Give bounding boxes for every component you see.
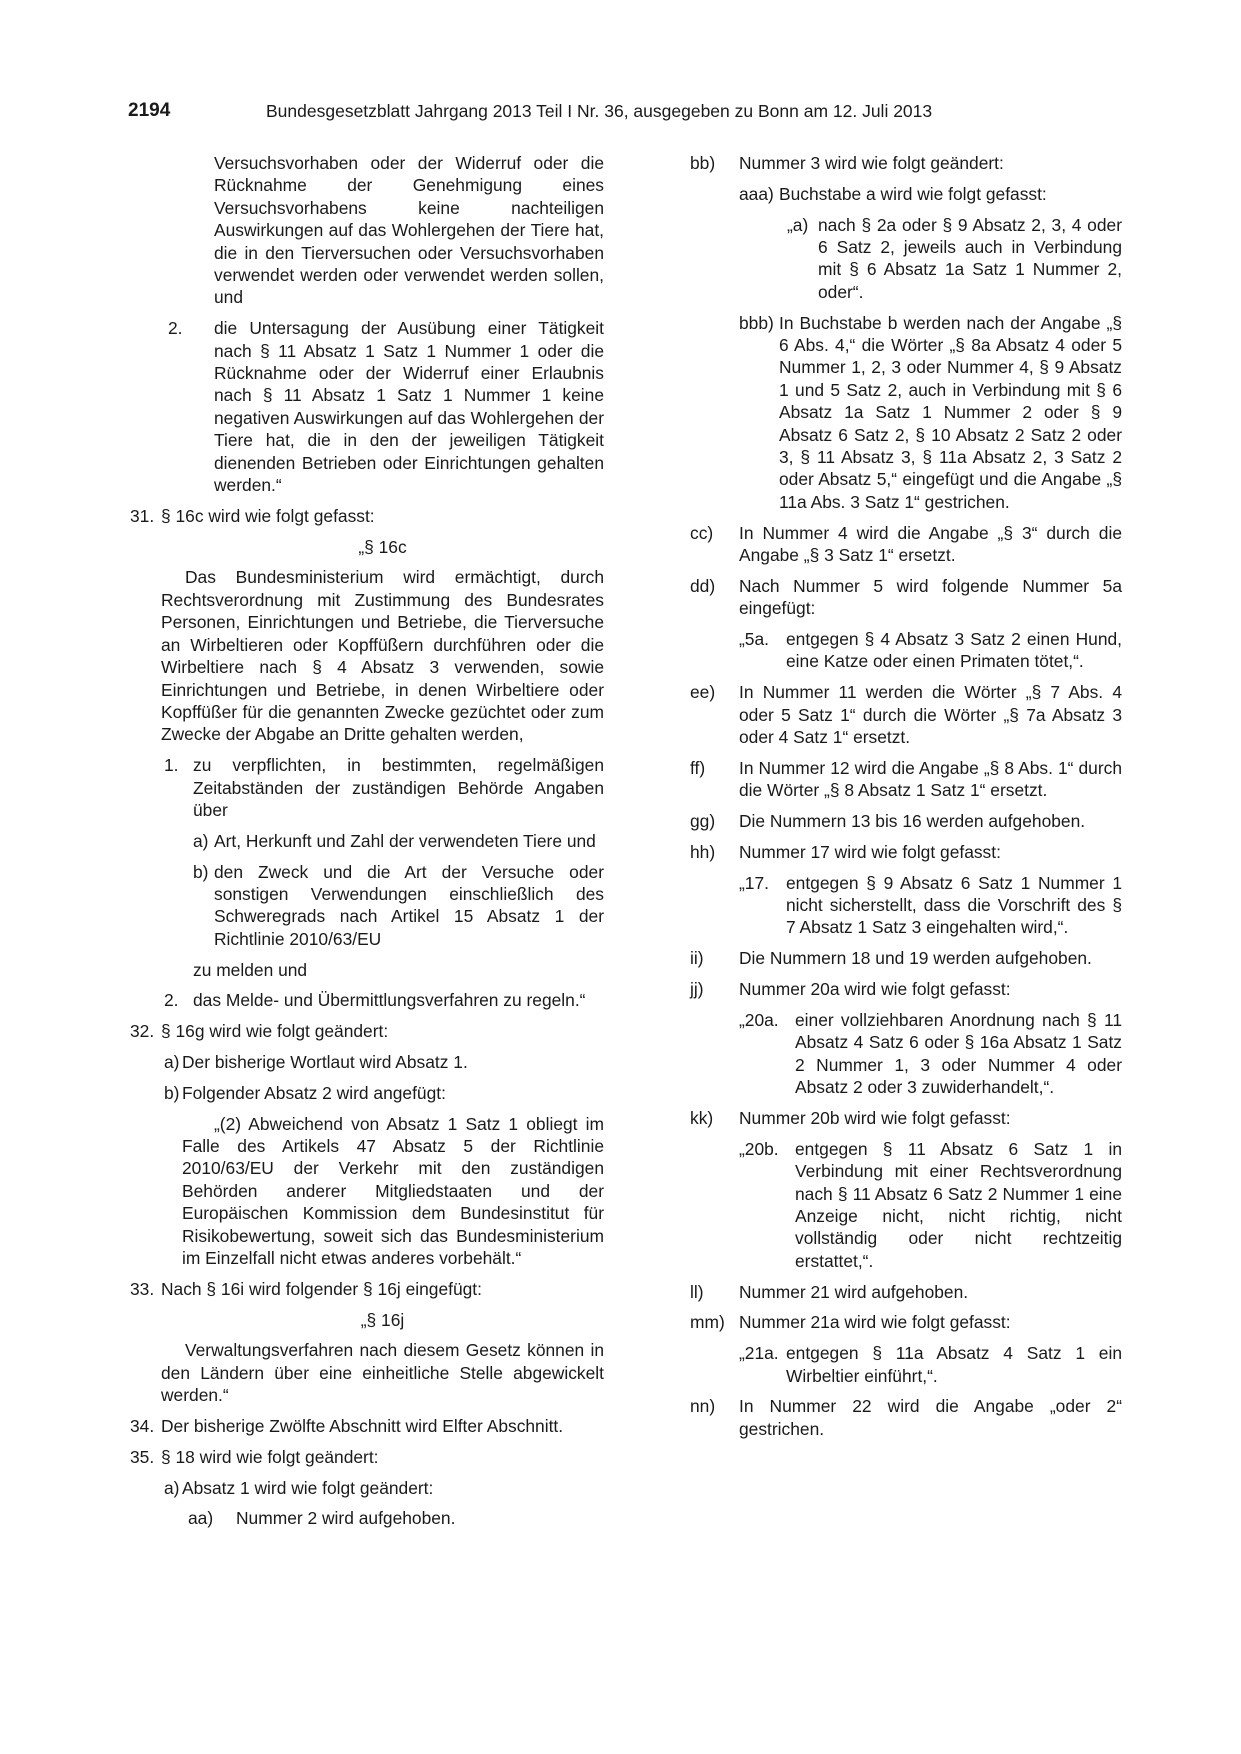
item-number: ee) <box>690 682 716 703</box>
right-column <box>690 152 1122 1449</box>
list-item <box>690 575 1122 620</box>
item-number: b) <box>164 1082 180 1103</box>
item-number: „a) <box>787 214 809 235</box>
item-number: a) <box>164 1051 180 1072</box>
item-number: „5a. <box>739 629 769 650</box>
list-item <box>690 1311 1122 1333</box>
item-number: gg) <box>690 811 716 832</box>
item-text: Nummer 3 wird wie folgt geändert: <box>739 153 1004 173</box>
quoted-list-item <box>690 1342 1122 1387</box>
item-text: den Zweck und die Art der Versuche oder sonstigen Verwendungen einschließlich des Schweregrads nach Artikel 15 Absatz 1 der Richtlinie 2010/63/EU <box>214 861 604 949</box>
list-item <box>130 317 604 496</box>
item-text: In Nummer 12 wird die Angabe „§ 8 Abs. 1“ durch die Wörter „§ 8 Absatz 1 Satz 1“ ersetzt. <box>739 757 1122 801</box>
paragraph: zu melden und <box>193 959 308 980</box>
item-number: 31. <box>130 505 155 526</box>
item-text: Folgender Absatz 2 wird angefügt: <box>182 1082 446 1103</box>
list-item <box>690 1107 1122 1129</box>
paragraph: Das Bundesministerium wird ermächtigt, durch Rechtsverordnung mit Zustimmung des Bundesrates Personen, Einrichtungen und Betriebe, die Tierversuche an Wirbeltieren oder Kopffüßern durchführen oder die Wirbeltiere nach § 4 Absatz 3 verwenden, sowie Einrichtungen und Betriebe, in denen Wirbeltiere oder Kopffüßer für die genannten Zwecke gezüchtet oder zum Zwecke der Abgabe an Dritte gehalten werden, <box>161 567 604 745</box>
item-number: aa) <box>188 1508 214 1529</box>
left-column <box>130 152 604 1538</box>
item-text: Nummer 21 wird aufgehoben. <box>739 1281 969 1302</box>
item-text: § 16g wird wie folgt geändert: <box>161 1021 389 1042</box>
item-number: 35. <box>130 1446 155 1467</box>
item-number: a) <box>193 830 209 851</box>
item-text: entgegen § 9 Absatz 6 Satz 1 Nummer 1 nicht sicherstellt, dass die Vorschrift des § 7 Absatz 1 Satz 3 eingehalten wird,“. <box>786 872 1122 938</box>
page-number: 2194 <box>128 100 171 121</box>
item-text: § 18 wird wie folgt geändert: <box>161 1446 379 1467</box>
item-text: entgegen § 11a Absatz 4 Satz 1 ein Wirbeltier einführt,“. <box>786 1343 1122 1386</box>
item-text: In Nummer 22 wird die Angabe „oder 2“ gestrichen. <box>739 1396 1122 1439</box>
list-item <box>130 1020 604 1042</box>
item-text: Die Nummern 13 bis 16 werden aufgehoben. <box>739 811 1086 832</box>
item-number: 34. <box>130 1415 155 1436</box>
item-number: 33. <box>130 1278 155 1299</box>
item-number: bb) <box>690 153 716 173</box>
item-number: ii) <box>690 948 704 969</box>
item-text: In Buchstabe b werden nach der Angabe „§ 6 Abs. 4,“ die Wörter „§ 8a Absatz 4 oder 5 Nummer 1, 2, 3 oder Nummer 4, § 9 Absatz 1 und 5 Satz 2, auch in Verbindung mit § 6 Absatz 1a Satz 1 Nummer 2 oder § 9 Absatz 6 Satz 2, § 10 Absatz 2 Satz 2 oder 3, § 11 Absatz 3, § 11a Absatz 2, 3 Satz 2 oder Absatz 5,“ eingefügt und die Angabe „§ 11a Abs. 3 Satz 1“ gestrichen. <box>779 312 1122 512</box>
item-text: entgegen § 4 Absatz 3 Satz 2 einen Hund, eine Katze oder einen Primaten tötet,“. <box>786 629 1122 672</box>
list-item <box>690 978 1122 1000</box>
item-number: „21a. <box>739 1343 779 1364</box>
list-item <box>130 754 604 821</box>
item-number: 1. <box>164 755 179 776</box>
item-number: bbb) <box>739 312 774 333</box>
paragraph: Versuchsvorhaben oder der Widerruf oder die Rücknahme der Genehmigung eines Versuchsvorhabens keine nachteiligen Auswirkungen auf das Wohlergehen der Tiere hat, die in den Tierversuchen oder Versuchsvorhaben verwendet werden oder verwendet werden sollen, und <box>214 153 604 308</box>
quoted-paragraph: „(2) Abweichend von Absatz 1 Satz 1 obliegt im Falle des Artikels 47 Absatz 5 der Richtlinie 2010/63/EU der Verkehr mit den zuständigen Behörden anderer Mitgliedstaaten und der Europäischen Kommission dem Bundesinstitut für Risikobewertung, soweit sich das Bundesministerium im Einzelfall nicht etwas anderes vorbehält.“ <box>182 1113 604 1268</box>
item-text: die Untersagung der Ausübung einer Tätigkeit nach § 11 Absatz 1 Satz 1 Nummer 1 oder die Rücknahme oder der Widerruf einer Erlaubnis nach § 11 Absatz 1 Satz 1 Nummer 1 keine negativen Auswirkungen auf das Wohlergehen der Tiere hat, die in den der jeweiligen Tätigkeit dienenden Betrieben oder Einrichtungen gehalten werden.“ <box>214 318 604 496</box>
item-text: Nummer 21a wird wie folgt gefasst: <box>739 1312 1011 1333</box>
item-number: nn) <box>690 1396 716 1417</box>
item-number: a) <box>164 1477 180 1498</box>
item-number: jj) <box>690 979 704 1000</box>
item-number: dd) <box>690 575 716 596</box>
item-number: ll) <box>690 1281 704 1302</box>
item-number: ff) <box>690 757 706 778</box>
item-text: zu verpflichten, in bestimmten, regelmäßigen Zeitabständen der zuständigen Behörde Angaben über <box>193 755 604 820</box>
paragraph: Verwaltungsverfahren nach diesem Gesetz können in den Ländern über eine einheitliche Stelle abgewickelt werden.“ <box>161 1340 604 1406</box>
item-text: Nach § 16i wird folgender § 16j eingefügt: <box>161 1278 482 1299</box>
section-heading: „§ 16c <box>358 536 407 557</box>
list-item <box>690 183 1122 205</box>
item-text: nach § 2a oder § 9 Absatz 2, 3, 4 oder 6 Satz 2, jeweils auch in Verbindung mit § 6 Absatz 1a Satz 1 Nummer 2, oder“. <box>818 214 1122 302</box>
quoted-list-item <box>690 628 1122 673</box>
item-number: „17. <box>739 872 769 893</box>
list-item <box>130 1415 604 1437</box>
list-item <box>130 830 604 852</box>
list-item <box>130 1278 604 1300</box>
item-number: 32. <box>130 1021 155 1042</box>
item-text: Nummer 20a wird wie folgt gefasst: <box>739 979 1011 1000</box>
quoted-list-item <box>690 1138 1122 1272</box>
item-text: entgegen § 11 Absatz 6 Satz 1 in Verbindung mit einer Rechtsverordnung nach § 11 Absatz 6 Satz 2 Nummer 1 eine Anzeige nicht, nicht richtig, nicht vollständig oder nicht rechtzeitig erstattet,“. <box>795 1138 1122 1271</box>
item-text: Buchstabe a wird wie folgt gefasst: <box>779 183 1047 204</box>
item-text: In Nummer 4 wird die Angabe „§ 3“ durch die Angabe „§ 3 Satz 1“ ersetzt. <box>739 522 1122 566</box>
item-number: hh) <box>690 841 716 862</box>
running-title: Bundesgesetzblatt Jahrgang 2013 Teil I Nr. 36, ausgegeben zu Bonn am 12. Juli 2013 <box>266 101 933 121</box>
list-item <box>690 522 1122 567</box>
list-item <box>130 1051 604 1073</box>
item-text: In Nummer 11 werden die Wörter „§ 7 Abs. 4 oder 5 Satz 1“ durch die Wörter „§ 7a Absatz 3 oder 4 Satz 1“ ersetzt. <box>739 682 1122 748</box>
item-text: Absatz 1 wird wie folgt geändert: <box>182 1477 434 1498</box>
list-item <box>130 1446 604 1468</box>
item-number: 2. <box>164 990 179 1011</box>
item-text: Der bisherige Wortlaut wird Absatz 1. <box>182 1051 468 1072</box>
list-item <box>690 312 1122 514</box>
list-item <box>690 152 1122 174</box>
item-number: kk) <box>690 1107 714 1128</box>
list-item <box>690 681 1122 748</box>
list-item <box>130 1507 604 1529</box>
list-item <box>690 841 1122 863</box>
list-item <box>130 1082 604 1104</box>
quoted-list-item <box>690 872 1122 939</box>
item-number: aaa) <box>739 183 774 204</box>
list-item <box>690 1395 1122 1440</box>
quoted-list-item <box>690 214 1122 304</box>
item-text: § 16c wird wie folgt gefasst: <box>161 505 375 526</box>
page-header <box>128 100 1113 126</box>
item-number: 2. <box>168 318 183 339</box>
item-text: Der bisherige Zwölfte Abschnitt wird Elfter Abschnitt. <box>161 1415 564 1436</box>
list-item <box>130 1477 604 1499</box>
list-item <box>690 947 1122 969</box>
item-number: mm) <box>690 1312 725 1333</box>
list-item <box>690 1281 1122 1303</box>
list-item <box>690 810 1122 832</box>
item-text: das Melde- und Übermittlungsverfahren zu regeln.“ <box>193 990 586 1011</box>
list-item <box>130 989 604 1011</box>
item-number: b) <box>193 861 209 882</box>
item-number: cc) <box>690 522 714 543</box>
item-number: „20a. <box>739 1009 779 1030</box>
item-number: „20b. <box>739 1138 779 1159</box>
quoted-list-item <box>690 1009 1122 1099</box>
item-text: Nach Nummer 5 wird folgende Nummer 5a eingefügt: <box>739 575 1122 619</box>
list-item <box>130 505 604 527</box>
section-heading: „§ 16j <box>360 1309 405 1330</box>
item-text: Nummer 2 wird aufgehoben. <box>236 1508 456 1529</box>
item-text: einer vollziehbaren Anordnung nach § 11 Absatz 4 Satz 6 oder § 16a Absatz 1 Satz 2 Nummer 1, 3 oder Nummer 4 oder Absatz 2 oder 3 zuwiderhandelt,“. <box>795 1009 1122 1098</box>
item-text: Nummer 20b wird wie folgt gefasst: <box>739 1107 1011 1128</box>
list-item <box>130 861 604 951</box>
item-text: Nummer 17 wird wie folgt gefasst: <box>739 841 1001 862</box>
item-text: Art, Herkunft und Zahl der verwendeten Tiere und <box>214 830 596 851</box>
item-text: Die Nummern 18 und 19 werden aufgehoben. <box>739 948 1092 969</box>
list-item <box>690 757 1122 802</box>
